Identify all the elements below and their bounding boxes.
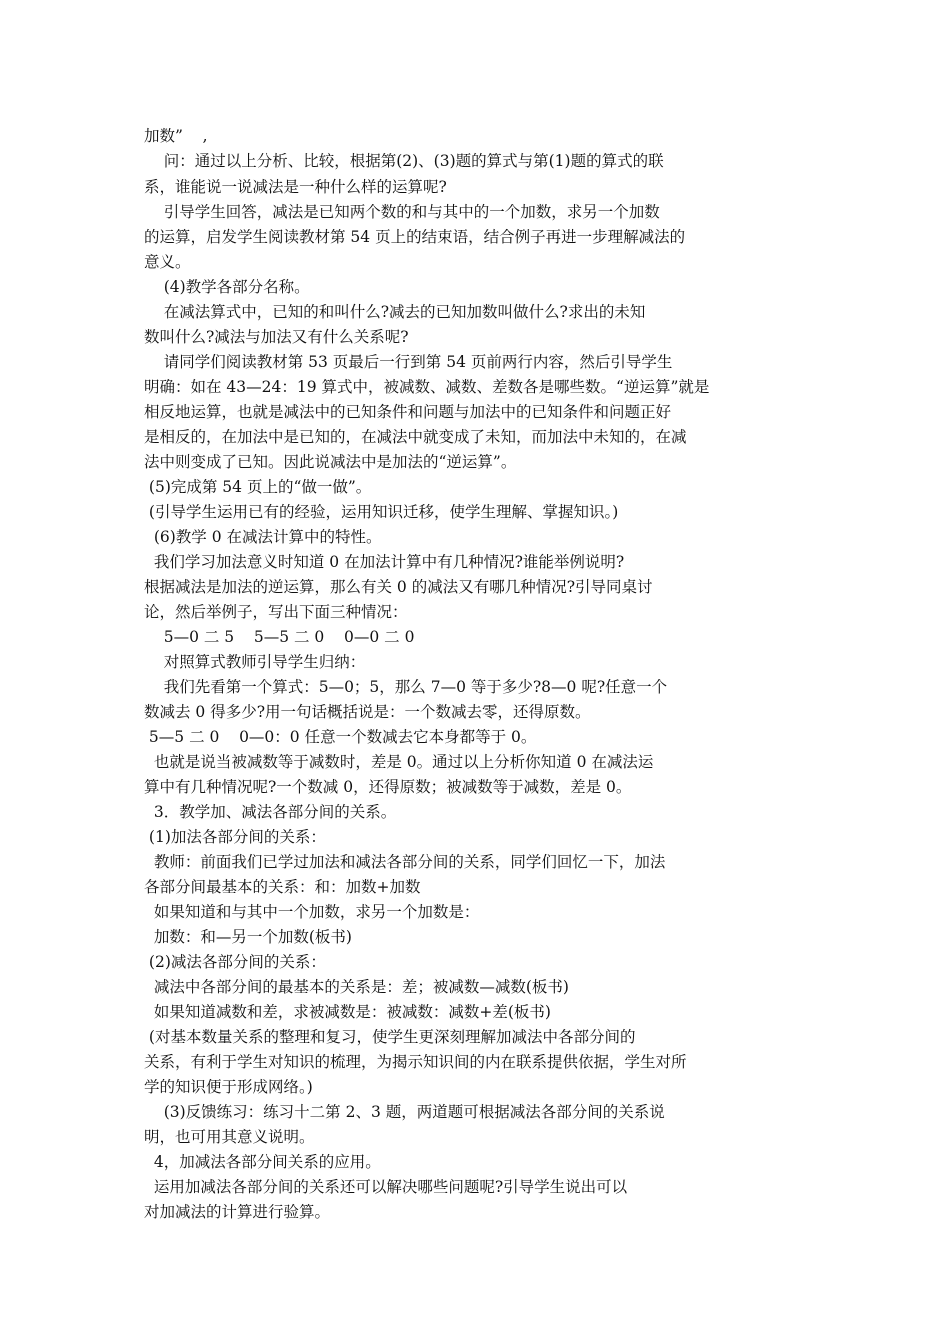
text-line: 对加减法的计算进行验算。 — [144, 1203, 331, 1221]
text-line: 如果知道和与其中一个加数，求另一个加数是： — [144, 903, 480, 921]
text-line: 教师：前面我们已学过加法和减法各部分间的关系，同学们回忆一下，加法 — [144, 853, 666, 871]
text-line: 学的知识便于形成网络。) — [144, 1078, 313, 1096]
text-line: 关系，有利于学生对知识的梳理，为揭示知识间的内在联系提供依据，学生对所 — [144, 1053, 687, 1071]
text-line: 意义。 — [144, 253, 191, 271]
text-line: 对照算式教师引导学生归纳： — [144, 653, 366, 671]
text-line: 数叫什么?减法与加法又有什么关系呢? — [144, 328, 409, 346]
text-line: 系，谁能说一说减法是一种什么样的运算呢? — [144, 178, 447, 196]
text-line: (2)减法各部分间的关系： — [144, 953, 326, 971]
text-line: 各部分间最基本的关系：和：加数+加数 — [144, 878, 421, 896]
text-line: (3)反馈练习：练习十二第 2、3 题，两道题可根据减法各部分间的关系说 — [144, 1103, 665, 1121]
text-line: 加数：和—另一个加数(板书) — [144, 928, 352, 946]
text-line: 是相反的，在加法中是已知的，在减法中就变成了未知，而加法中未知的，在减 — [144, 428, 687, 446]
text-line: 5—5 二 0 0—0：0 任意一个数减去它本身都等于 0。 — [144, 728, 537, 746]
text-line: (引导学生运用已有的经验，运用知识迁移，使学生理解、掌握知识。) — [144, 503, 619, 521]
text-line: 的运算，启发学生阅读教材第 54 页上的结束语，结合例子再进一步理解减法的 — [144, 228, 686, 246]
text-line: (6)教学 0 在减法计算中的特性。 — [144, 528, 382, 546]
text-line: 3．教学加、减法各部分间的关系。 — [144, 803, 397, 821]
text-line: 引导学生回答，减法是已知两个数的和与其中的一个加数，求另一个加数 — [144, 203, 660, 221]
text-line: 论，然后举例子，写出下面三种情况： — [144, 603, 408, 621]
text-line: 我们学习加法意义时知道 0 在加法计算中有几种情况?谁能举例说明? — [144, 553, 625, 571]
text-line: 算中有几种情况呢?一个数减 0，还得原数；被减数等于减数，差是 0。 — [144, 778, 632, 796]
text-line: 相反地运算，也就是减法中的已知条件和问题与加法中的已知条件和问题正好 — [144, 403, 672, 421]
text-line: 减法中各部分间的最基本的关系是：差；被减数—减数(板书) — [144, 978, 569, 996]
text-line: 法中则变成了已知。因此说减法中是加法的“逆运算”。 — [144, 453, 517, 471]
text-line: 我们先看第一个算式：5—0；5，那么 7—0 等于多少?8—0 呢?任意一个 — [144, 678, 668, 696]
text-line: (4)教学各部分名称。 — [144, 278, 310, 296]
text-line: 数减去 0 得多少?用一句话概括说是：一个数减去零，还得原数。 — [144, 703, 591, 721]
text-line: 如果知道减数和差，求被减数是：被减数：减数+差(板书) — [144, 1003, 551, 1021]
text-line: 加数” , — [144, 127, 208, 145]
text-line: 问：通过以上分析、比较，根据第(2)、(3)题的算式与第(1)题的算式的联 — [144, 152, 664, 170]
text-line: 在减法算式中，已知的和叫什么?减去的已知加数叫做什么?求出的未知 — [144, 303, 646, 321]
text-line: 5—0 二 5 5—5 二 0 0—0 二 0 — [144, 628, 415, 646]
text-line: 4，加减法各部分间关系的应用。 — [144, 1153, 381, 1171]
text-line: 请同学们阅读教材第 53 页最后一行到第 54 页前两行内容，然后引导学生 — [144, 353, 673, 371]
text-line: 明确：如在 43—24：19 算式中，被减数、减数、差数各是哪些数。“逆运算”就是 — [144, 378, 710, 396]
text-line: 也就是说当被减数等于减数时，差是 0。通过以上分析你知道 0 在减法运 — [144, 753, 654, 771]
text-line: 运用加减法各部分间的关系还可以解决哪些问题呢?引导学生说出可以 — [144, 1178, 628, 1196]
text-line: (1)加法各部分间的关系： — [144, 828, 326, 846]
text-line: 明，也可用其意义说明。 — [144, 1128, 315, 1146]
text-line: 根据减法是加法的逆运算，那么有关 0 的减法又有哪几种情况?引导同桌讨 — [144, 578, 653, 596]
text-line: (对基本数量关系的整理和复习，使学生更深刻理解加减法中各部分间的 — [144, 1028, 636, 1046]
text-line: (5)完成第 54 页上的“做一做”。 — [144, 478, 372, 496]
